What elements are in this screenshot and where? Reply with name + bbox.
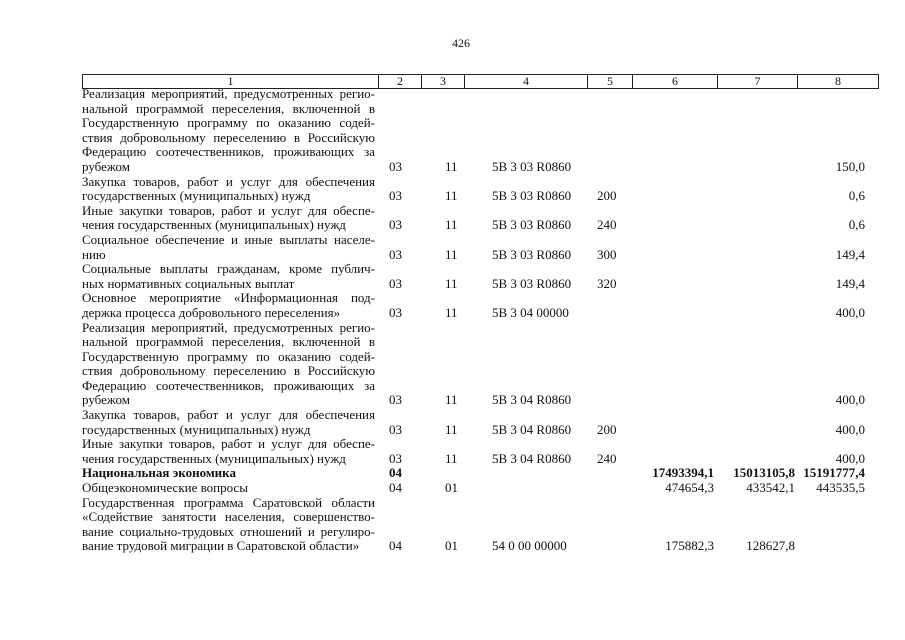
row-description — [82, 204, 375, 233]
cell-c4: 5В 3 03 R0860 — [492, 217, 572, 233]
header-col-7: 7 — [718, 75, 798, 88]
cell-c6: 175882,3 — [665, 538, 714, 554]
cell-c2: 03 — [389, 450, 402, 466]
cell-c5: 300 — [597, 246, 617, 262]
table-row — [82, 291, 878, 320]
cell-c4: 5В 3 04 R0860 — [492, 392, 572, 408]
description-line: Федерацию соотечественников, проживающих за — [82, 378, 375, 393]
description-line: Иные закупки товаров, работ и услуг для обеспе- — [82, 203, 375, 218]
description-line: Общеэкономические вопросы — [82, 481, 248, 496]
cell-c8: 443535,5 — [816, 480, 865, 496]
row-description — [82, 408, 375, 437]
description-line: Реализация мероприятий, предусмотренных регио- — [82, 87, 375, 101]
cell-c6: 17493394,1 — [652, 465, 714, 481]
row-description — [82, 291, 375, 320]
description-line: нальной программой переселения, включенной в — [82, 101, 375, 116]
cell-c3: 11 — [445, 392, 458, 408]
table-row — [82, 262, 878, 291]
cell-c3: 11 — [445, 275, 458, 291]
header-col-6: 6 — [633, 75, 718, 88]
cell-c5: 240 — [597, 450, 617, 466]
cell-c5: 320 — [597, 275, 617, 291]
table-row — [82, 233, 878, 262]
table-row — [82, 466, 878, 481]
cell-c8: 0,6 — [848, 188, 865, 204]
cell-c2: 03 — [389, 304, 402, 320]
description-line: Государственная программа Саратовской области — [82, 495, 375, 510]
cell-c2: 04 — [389, 465, 402, 481]
cell-c2: 03 — [389, 188, 402, 204]
table-row — [82, 437, 878, 466]
table-row — [82, 204, 878, 233]
cell-c8: 149,4 — [835, 275, 865, 291]
cell-c8: 400,0 — [835, 304, 865, 320]
description-line: «Содействие занятости населения, совершенство- — [82, 510, 375, 525]
cell-c5: 200 — [597, 421, 617, 437]
row-description — [82, 466, 375, 481]
cell-c3: 11 — [445, 246, 458, 262]
cell-c2: 03 — [389, 421, 402, 437]
row-description — [82, 233, 375, 262]
cell-c5: 240 — [597, 217, 617, 233]
table-row — [82, 321, 878, 409]
cell-c2: 04 — [389, 480, 402, 496]
cell-c3: 11 — [445, 217, 458, 233]
description-line: государственных (муниципальных) нужд — [82, 422, 311, 437]
cell-c8: 400,0 — [835, 392, 865, 408]
header-col-8: 8 — [835, 74, 841, 88]
cell-c4: 5В 3 04 00000 — [492, 304, 569, 320]
cell-c2: 04 — [389, 538, 402, 554]
cell-c7: 15013105,8 — [733, 465, 795, 481]
row-description — [82, 87, 375, 175]
cell-c8: 15191777,4 — [803, 465, 865, 481]
row-description — [82, 496, 375, 554]
cell-c8: 400,0 — [835, 421, 865, 437]
cell-c7: 128627,8 — [746, 538, 795, 554]
table-row — [82, 175, 878, 204]
cell-c7: 433542,1 — [746, 480, 795, 496]
cell-c4: 5В 3 03 R0860 — [492, 188, 572, 204]
description-line: чения государственных (муниципальных) нужд — [82, 451, 346, 466]
description-line: государственных (муниципальных) нужд — [82, 189, 311, 204]
description-line: нию — [82, 247, 106, 262]
description-line: Государственную программу по оказанию содей- — [82, 116, 375, 131]
description-line: нальной программой переселения, включенной в — [82, 335, 375, 350]
table-body — [82, 87, 878, 554]
table-row — [82, 496, 878, 554]
table-row — [82, 87, 878, 175]
cell-c4: 54 0 00 00000 — [492, 538, 567, 554]
table-row — [82, 481, 878, 496]
row-description — [82, 262, 375, 291]
description-line: Основное мероприятие «Информационная под- — [82, 291, 375, 306]
description-line: держка процесса добровольного переселения» — [82, 305, 341, 320]
header-col-2: 2 — [379, 75, 422, 88]
description-line: Социальное обеспечение и иные выплаты населе- — [82, 232, 375, 247]
cell-c2: 03 — [389, 217, 402, 233]
description-line: вание социально-трудовых отношений и регулиро- — [82, 524, 375, 539]
row-description — [82, 437, 375, 466]
description-line: Национальная экономика — [82, 466, 236, 481]
cell-c4: 5В 3 03 R0860 — [492, 275, 572, 291]
cell-c3: 01 — [445, 480, 458, 496]
description-line: вание трудовой миграции в Саратовской области» — [82, 539, 360, 554]
cell-c2: 03 — [389, 392, 402, 408]
description-line: рубежом — [82, 159, 131, 174]
cell-c4: 5В 3 04 R0860 — [492, 421, 572, 437]
page-number: 426 — [452, 36, 470, 50]
description-line: Федерацию соотечественников, проживающих за — [82, 145, 375, 160]
description-line: Реализация мероприятий, предусмотренных регио- — [82, 320, 375, 335]
cell-c2: 03 — [389, 275, 402, 291]
cell-c6: 474654,3 — [665, 480, 714, 496]
description-line: Государственную программу по оказанию содей- — [82, 349, 375, 364]
cell-c8: 0,6 — [848, 217, 865, 233]
cell-c8: 149,4 — [835, 246, 865, 262]
cell-c2: 03 — [389, 246, 402, 262]
description-line: ствия добровольному переселению в Российскую — [82, 130, 375, 145]
row-description — [82, 481, 375, 496]
cell-c3: 11 — [445, 304, 458, 320]
description-line: ствия добровольному переселению в Российскую — [82, 364, 375, 379]
header-col-4: 4 — [465, 75, 588, 88]
cell-c3: 11 — [445, 421, 458, 437]
header-col-3: 3 — [422, 75, 465, 88]
row-description — [82, 321, 375, 409]
description-line: Иные закупки товаров, работ и услуг для обеспе- — [82, 437, 375, 452]
description-line: Социальные выплаты гражданам, кроме публич- — [82, 262, 375, 277]
cell-c4: 5В 3 03 R0860 — [492, 246, 572, 262]
cell-c3: 01 — [445, 538, 458, 554]
cell-c4: 5В 3 04 R0860 — [492, 450, 572, 466]
cell-c4: 5В 3 03 R0860 — [492, 158, 572, 174]
description-line: рубежом — [82, 393, 131, 408]
cell-c3: 11 — [445, 188, 458, 204]
description-line: ных нормативных социальных выплат — [82, 276, 295, 291]
cell-c3: 11 — [445, 450, 458, 466]
cell-c8: 400,0 — [835, 450, 865, 466]
cell-c3: 11 — [445, 158, 458, 174]
cell-c2: 03 — [389, 158, 402, 174]
header-col-1: 1 — [83, 75, 379, 88]
header-col-5: 5 — [588, 75, 633, 88]
description-line: Закупка товаров, работ и услуг для обеспечения — [82, 174, 375, 189]
description-line: Закупка товаров, работ и услуг для обеспечения — [82, 408, 375, 423]
table-row — [82, 408, 878, 437]
cell-c8: 150,0 — [835, 158, 865, 174]
row-description — [82, 175, 375, 204]
cell-c5: 200 — [597, 188, 617, 204]
description-line: чения государственных (муниципальных) нужд — [82, 218, 346, 233]
